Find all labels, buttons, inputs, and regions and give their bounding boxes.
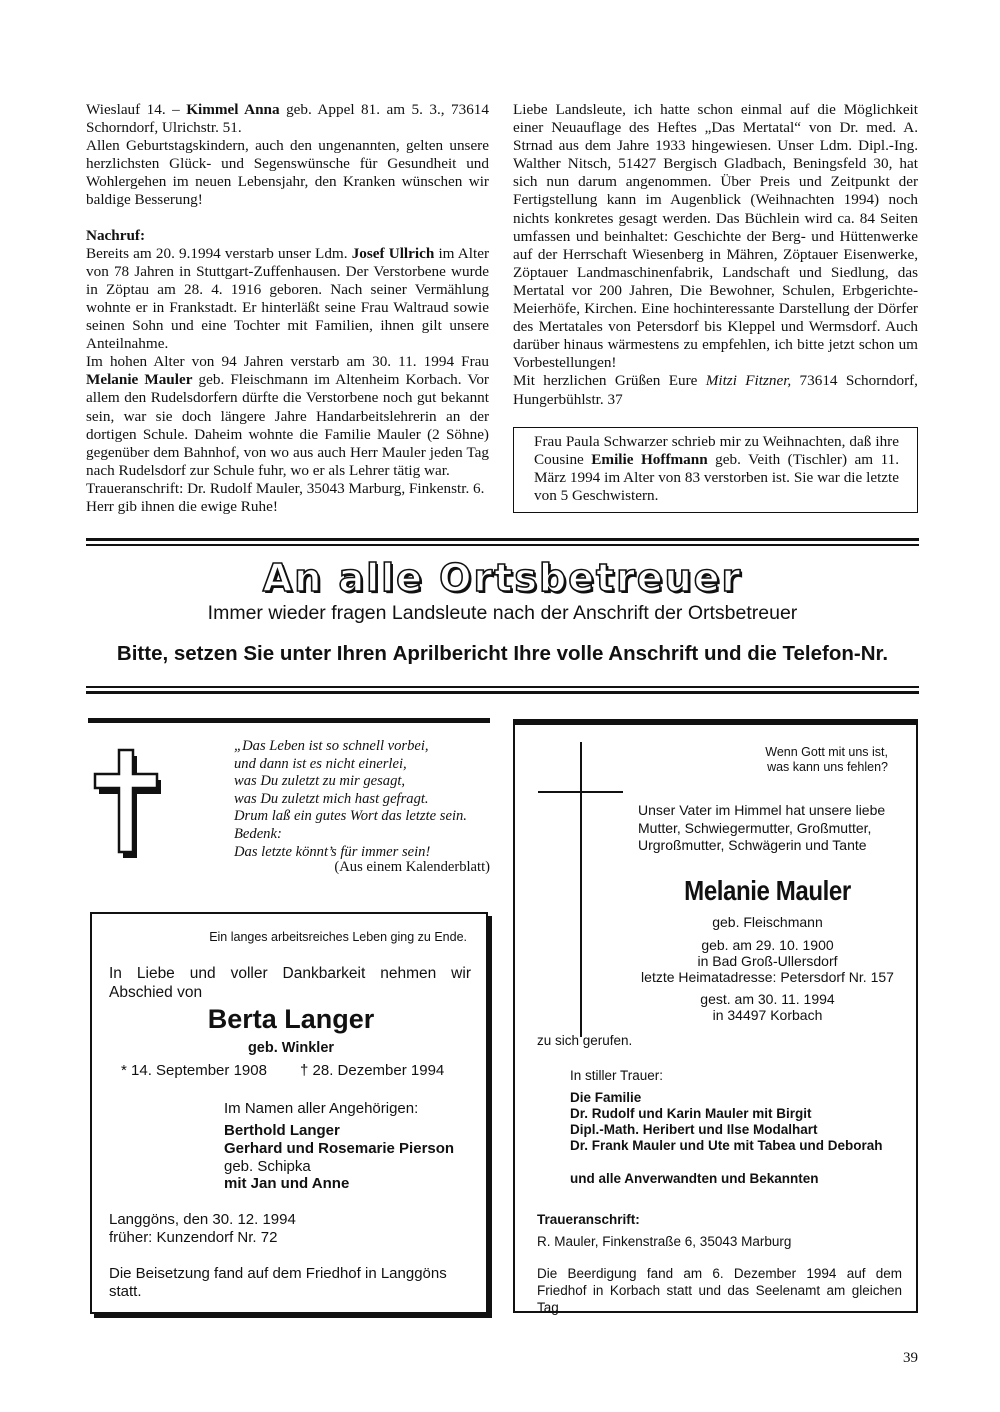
cross-icon: [92, 748, 168, 860]
poem-line: Bedenk:: [234, 825, 282, 842]
cross-line-vertical: [580, 742, 582, 1037]
mauler-called: zu sich gerufen.: [537, 1033, 633, 1048]
langer-birthname: geb. Winkler: [247, 1040, 335, 1056]
mauler-died: gest. am 30. 11. 1994: [700, 991, 835, 1007]
birthday-wishes: Allen Geburtstagskindern, auch den ungenannten, gelten unsere herzlichsten Glück- und Segenswünsche für Gesundheit und Wohlergehen im neuen Lebensjahr, den Kranken wünschen wir baldige Besserung!: [86, 137, 489, 209]
mauler-motto: was kann uns fehlen?: [767, 760, 888, 774]
langer-obituary: [90, 912, 488, 1314]
nachruf-mauler: Im hohen Alter von 94 Jahren verstarb am 30. 11. 1994 Frau Melanie Mauler geb. Fleischmann im Altenheim Korbach. Vor allem den Rudelsdorfern dürfte die Verstorbene noch gut bekannt sein, war sie doch längere Jahre Handarbeitslehrerin an der dortigen Schule. Daheim wohnte die Familie Mauler (2 Söhne) gegenüber dem Bahnhof, von wo aus auch Herr Mauler jeden Tag nach Rudelsdorf zur Schule fuhr, wo er als Lehrer tätig war.: [86, 353, 489, 479]
banner-rule-bottom-2: [86, 691, 919, 694]
mauler-born: geb. am 29. 10. 1900: [701, 937, 834, 953]
poem: [234, 738, 494, 861]
nachruf-ullrich: Bereits am 20. 9.1994 verstarb unser Ldm. Josef Ullrich im Alter von 78 Jahren in Stuttgart-Zuffenhausen. Der Verstorbene wurde in Zöptau am 28. 4. 1916 geboren. Nach seiner Vermählung wohnte er in Frankstadt. Er hinterläßt seine Frau Waltraud sowie seinen Sohn und eine Tochter mit Familien, ihnen gilt unsere Anteilnahme.: [86, 244, 489, 353]
poem-line: „Das Leben ist so schnell vorbei,: [234, 738, 429, 754]
left-column: [86, 101, 489, 516]
mauler-last-home: letzte Heimatadresse: Petersdorf Nr. 157: [641, 969, 894, 985]
banner-rule-bottom-1: [86, 686, 919, 688]
mauler-mourner: und alle Anverwandten und Bekannten: [570, 1171, 819, 1186]
mertatal-notice: Liebe Landsleute, ich hatte schon einmal auf die Möglichkeit einer Neuauflage des Heftes „Das Mertatal“ von Dr. med. A. Strnad aus dem Jahre 1933 hingewiesen. Unser Ldm. Dipl.-Ing. Walther Nitsch, 51427 Bergisch Gladbach, Beningsfeld 30, hat sich nun darum angenommen. Über Preis und Zeitpunkt der Fertigstellung kann im Augenblick (Weihnachten 1994) noch nichts konkretes gesagt werden. Das Büchlein wird ca. 84 Seiten umfassen und beinhaltet: Geschichte der Berg- und Hüttenwerke auf der Herrschaft Wiesenberg in Mähren, Zöptauer Eisenwerke, Zöptauer Landmaschinenfabrik, Landschaft und Siedlung, das Mertatal vor 200 Jahren, Die Bewohner, Schulen, Erbgerichte-Meierhöfe, Kirchen. Eine hochinteressante Darstellung der Dörfer des Mertatales von Petersdorf bis Kleppel und Wermsdorf. Auch darüber hinaus wärmestens zu empfehlen, ich bitte jetzt schon um Vorbestellungen!: [513, 101, 918, 372]
greeting-signature: Mit herzlichen Grüßen Eure Mitzi Fitzner, 73614 Schorndorf, Hungerbühlstr. 37: [513, 372, 918, 408]
mauler-motto: Wenn Gott mit uns ist,: [765, 745, 888, 759]
langer-mourner-birthname: geb. Schipka: [224, 1158, 311, 1175]
nachruf-heading: Nachruf:: [86, 226, 146, 244]
mauler-mourner: Die Familie: [570, 1090, 642, 1105]
langer-mourner: Berthold Langer: [224, 1122, 340, 1139]
langer-place-date: Langgöns, den 30. 12. 1994: [109, 1211, 296, 1228]
poem-line: Drum laß ein gutes Wort das letzte sein.: [234, 808, 467, 825]
mauler-intro: Unser Vater im Himmel hat unsere liebe Mutter, Schwiegermutter, Großmutter, Urgroßmutter, Schwägerin und Tante: [638, 802, 886, 853]
mauler-mourner: Dipl.-Math. Heribert und Ilse Modalhart: [570, 1122, 818, 1137]
mauler-mourner: Dr. Frank Mauler und Ute mit Tabea und Deborah: [570, 1138, 883, 1153]
langer-lead: In Liebe und voller Dankbarkeit nehmen wir Abschied von: [109, 965, 471, 1001]
langer-born: * 14. September 1908: [121, 1062, 267, 1079]
langer-burial: Die Beisetzung fand auf dem Friedhof in Langgöns statt.: [109, 1265, 447, 1300]
banner-rule-top-2: [86, 544, 919, 546]
mauler-mourning: In stiller Trauer:: [570, 1068, 664, 1083]
banner-rule-top-1: [86, 538, 919, 541]
poem-source: (Aus einem Kalenderblatt): [334, 859, 490, 875]
langer-died: † 28. Dezember 1994: [300, 1062, 445, 1079]
langer-names-intro: Im Namen aller Angehörigen:: [224, 1100, 419, 1117]
mauler-address: R. Mauler, Finkenstraße 6, 35043 Marburg: [537, 1234, 792, 1249]
langer-name: Berta Langer: [207, 1004, 375, 1034]
cross-icon-face: [95, 750, 157, 852]
poem-line: was Du zuletzt mich hast gefragt.: [234, 790, 429, 807]
poem-line: was Du zuletzt zu mir gesagt,: [234, 773, 406, 790]
banner-line-1: Immer wieder fragen Landsleute nach der Anschrift der Ortsbetreuer: [207, 602, 798, 624]
mauler-born-place: in Bad Groß-Ullersdorf: [697, 953, 838, 969]
hoffmann-notice-box: Frau Paula Schwarzer schrieb mir zu Weihnachten, daß ihre Cousine Emilie Hoffmann geb. Veith (Tischler) am 11. März 1994 im Alter von 83 verstorben ist. Sie war die letzte von 5 Geschwistern.: [513, 427, 918, 513]
mauler-burial: Die Beerdigung fand am 6. Dezember 1994 auf dem Friedhof in Korbach statt und das Seelenamt am gleichen Tag: [537, 1266, 902, 1315]
page-number: 39: [903, 1350, 918, 1366]
mauler-birthname: geb. Fleischmann: [712, 914, 823, 930]
langer-mourner: mit Jan und Anne: [224, 1175, 350, 1192]
langer-mourner: Gerhard und Rosemarie Pierson: [224, 1140, 455, 1157]
langer-intro: Ein langes arbeitsreiches Leben ging zu Ende.: [209, 930, 467, 944]
langer-formerly: früher: Kunzendorf Nr. 72: [109, 1229, 278, 1246]
mauler-obituary: [513, 719, 918, 1313]
banner-title: An alle Ortsbetreuer: [262, 556, 743, 600]
mauler-mourner: Dr. Rudolf und Karin Mauler mit Birgit: [570, 1106, 812, 1121]
cross-line-horizontal: [538, 791, 623, 793]
mauler-address-label: Traueranschrift:: [537, 1212, 640, 1227]
blessing: Herr gib ihnen die ewige Ruhe!: [86, 497, 278, 515]
mauler-died-place: in 34497 Korbach: [712, 1007, 823, 1023]
right-column: [513, 101, 918, 409]
banner-line-2: Bitte, setzen Sie unter Ihren Aprilbericht Ihre volle Anschrift und die Telefon-Nr.: [116, 642, 889, 665]
poem-line: Das letzte könnt’s für immer sein!: [234, 843, 431, 860]
mauler-name: Melanie Mauler: [684, 875, 851, 906]
birthday-entry: Wieslauf 14. – Kimmel Anna geb. Appel 81. am 5. 3., 73614 Schorndorf, Ulrichstr. 51.: [86, 101, 489, 137]
traueranschrift: Traueranschrift: Dr. Rudolf Mauler, 35043 Marburg, Finkenstr. 6.: [86, 479, 485, 497]
poem-top-rule: [88, 718, 490, 723]
poem-line: und dann ist es nicht einerlei,: [234, 755, 407, 772]
